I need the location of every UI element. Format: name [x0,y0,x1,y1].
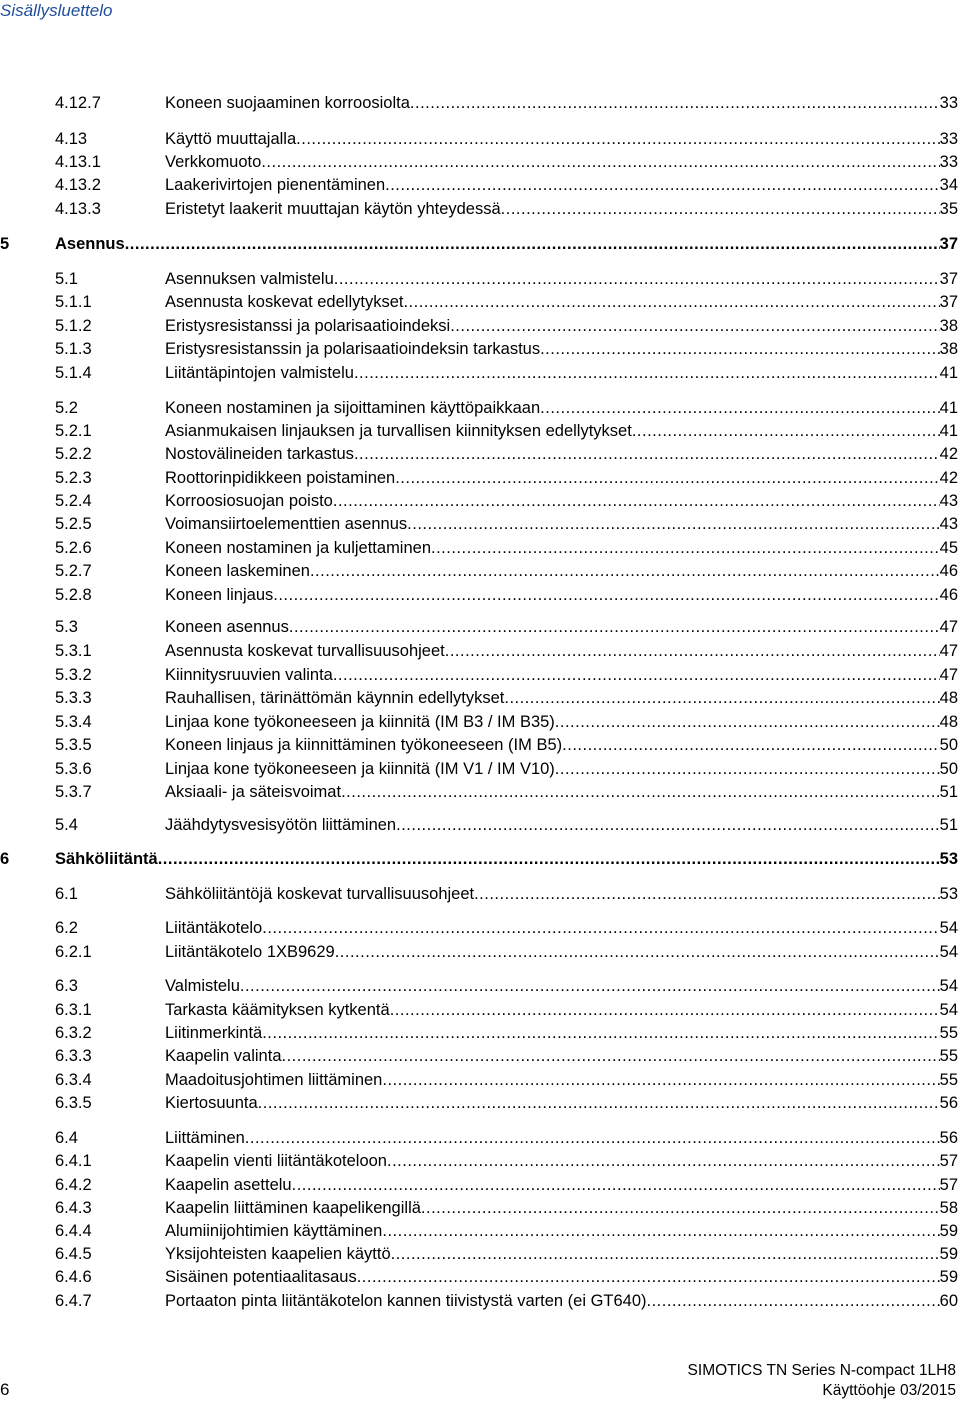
toc-entry-page: 33 [939,153,958,171]
toc-entry[interactable] [0,1045,958,1067]
toc-entry-number: 5.4 [55,816,78,834]
toc-dot-leader [245,1127,940,1149]
toc-entry-number: 5.2.3 [55,469,92,487]
toc-entry-title: Yksijohteisten kaapelien käyttö [165,1245,391,1263]
toc-entry[interactable] [0,490,958,512]
toc-entry[interactable] [0,734,958,756]
toc-entry-body [165,537,958,559]
toc-entry-title: Kaapelin vienti liitäntäkoteloon [165,1152,387,1170]
toc-entry-number: 6.4.6 [55,1268,92,1286]
toc-entry-title: Asennus [55,235,125,253]
toc-entry-number: 6.1 [55,885,78,903]
toc-dot-leader [540,338,940,360]
toc-entry-number: 5.3.5 [55,736,92,754]
toc-entry-number: 5.2.6 [55,539,92,557]
toc-entry-number: 6.3.3 [55,1047,92,1065]
toc-entry-title: Linjaa kone työkoneeseen ja kiinnitä (IM V1 / IM V10) [165,760,555,778]
toc-entry-title: Liitinmerkintä [165,1024,263,1042]
toc-entry-body [165,128,958,150]
toc-entry[interactable] [0,174,958,196]
toc-entry-page: 50 [939,736,958,754]
toc-entry-number: 4.13.3 [55,200,101,218]
toc-entry-title: Aksiaali- ja säteisvoimat [165,783,342,801]
toc-dot-leader [395,467,939,489]
toc-entry[interactable] [0,315,958,337]
toc-entry-title: Korroosiosuojan poisto [165,492,333,510]
toc-dot-leader [261,151,939,173]
toc-entry[interactable] [0,883,958,905]
toc-entry-number: 5.1 [55,270,78,288]
toc-entry-body [165,687,958,709]
toc-entry-page: 56 [939,1129,958,1147]
toc-entry-page: 43 [939,515,958,533]
toc-entry-page: 55 [939,1024,958,1042]
toc-entry[interactable] [0,584,958,606]
toc-entry-title: Alumiinijohtimien käyttäminen [165,1222,383,1240]
toc-entry-page: 59 [939,1268,958,1286]
toc-entry[interactable] [0,781,958,803]
toc-entry-number: 5.1.2 [55,317,92,335]
toc-entry[interactable] [0,513,958,535]
toc-entry-title: Voimansiirtoelementtien asennus [165,515,408,533]
toc-dot-leader [382,1220,939,1242]
toc-entry-title: Sisäinen potentiaalitasaus [165,1268,357,1286]
toc-entry-body [165,362,958,384]
toc-entry-title: Maadoitusjohtimen liittäminen [165,1071,383,1089]
toc-entry-page: 41 [939,399,958,417]
toc-dot-leader [354,443,940,465]
toc-entry-page: 51 [939,783,958,801]
toc-entry[interactable] [0,814,958,836]
toc-entry-number: 6.3.2 [55,1024,92,1042]
toc-entry-body [165,758,958,780]
toc-entry-body [165,560,958,582]
toc-entry-number: 5.3.2 [55,666,92,684]
toc-entry-body [165,92,958,114]
toc-dot-leader [334,268,940,290]
toc-dot-leader [445,640,940,662]
toc-entry-page: 42 [939,469,958,487]
toc-entry[interactable] [0,687,958,709]
toc-entry-body [165,711,958,733]
toc-entry-body [165,781,958,803]
toc-entry-page: 45 [939,539,958,557]
toc-entry-page: 47 [939,666,958,684]
toc-dot-leader [258,1092,940,1114]
toc-dot-leader [333,490,940,512]
toc-dot-leader [357,1266,940,1288]
toc-dot-leader [390,999,940,1021]
toc-entry[interactable] [0,917,958,939]
toc-entry-body [165,443,958,465]
toc-entry-number: 6.4.1 [55,1152,92,1170]
toc-entry-title: Portaaton pinta liitäntäkotelon kannen tiivistystä varten (ei GT640) [165,1292,647,1310]
toc-dot-leader [396,814,940,836]
toc-dot-leader [240,975,940,997]
toc-entry[interactable] [0,848,958,870]
toc-entry-page: 43 [939,492,958,510]
toc-entry-page: 38 [939,317,958,335]
toc-entry[interactable] [0,1243,958,1265]
toc-entry-number: 5.2.2 [55,445,92,463]
toc-entry-body [165,1127,958,1149]
toc-entry-title: Liittäminen [165,1129,245,1147]
toc-entry-page: 58 [939,1199,958,1217]
footer-doc: Käyttöohje 03/2015 [822,1382,956,1399]
toc-entry-page: 54 [939,977,958,995]
toc-entry-page: 37 [939,270,958,288]
toc-entry-title: Koneen nostaminen ja kuljettaminen [165,539,432,557]
toc-entry-title: Eristysresistanssi ja polarisaatioindeksi [165,317,451,335]
toc-entry[interactable] [0,1150,958,1172]
toc-entry-body [165,1220,958,1242]
toc-entry-number: 5.1.1 [55,293,92,311]
toc-entry-body [165,1022,958,1044]
toc-entry-body [165,883,958,905]
toc-entry-title: Sähköliitäntä [55,850,158,868]
toc-entry-title: Verkkomuoto [165,153,262,171]
toc-entry-title: Liitäntäkotelo [165,919,263,937]
toc-entry-page: 57 [939,1152,958,1170]
toc-entry-title: Kaapelin asettelu [165,1176,292,1194]
toc-dot-leader [289,616,940,638]
toc-entry[interactable] [0,664,958,686]
toc-entry-page: 53 [939,885,958,903]
toc-entry-number: 5.2.8 [55,586,92,604]
toc-entry-page: 41 [939,364,958,382]
toc-entry-title: Eristysresistanssin ja polarisaatioindeksin tarkastus [165,340,541,358]
toc-entry-body [165,616,958,638]
toc-entry-page: 54 [939,1001,958,1019]
toc-dot-leader [335,941,940,963]
toc-entry-number: 5.3.7 [55,783,92,801]
toc-entry[interactable] [0,1174,958,1196]
toc-dot-leader [632,420,940,442]
toc-entry-title: Kiinnitysruuvien valinta [165,666,333,684]
toc-entry[interactable] [0,198,958,220]
toc-entry-title: Jäähdytysvesisyötön liittäminen [165,816,397,834]
toc-entry-body [165,291,958,313]
toc-dot-leader [282,1045,940,1067]
toc-entry[interactable] [0,941,958,963]
toc-entry-title: Koneen laskeminen [165,562,310,580]
toc-entry-title: Kaapelin liittäminen kaapelikengillä [165,1199,421,1217]
toc-entry-number: 6.4.3 [55,1199,92,1217]
toc-entry-number: 5.3.6 [55,760,92,778]
toc-entry-body [165,664,958,686]
toc-entry-page: 48 [939,689,958,707]
toc-entry-body [165,1197,958,1219]
toc-entry-page: 50 [939,760,958,778]
toc-entry-title: Nostovälineiden tarkastus [165,445,354,463]
toc-entry-number: 6.3.1 [55,1001,92,1019]
toc-entry[interactable] [0,616,958,638]
toc-dot-leader [158,848,940,870]
toc-dot-leader [292,1174,940,1196]
toc-entry[interactable] [0,758,958,780]
toc-entry-number: 5.3 [55,618,78,636]
toc-entry-body [165,268,958,290]
toc-entry-body [165,151,958,173]
toc-entry[interactable] [0,92,958,114]
toc-entry-number: 4.13.1 [55,153,101,171]
toc-entry-page: 54 [939,943,958,961]
toc-entry-title: Laakerivirtojen pienentäminen [165,176,386,194]
toc-entry-number: 5.3.1 [55,642,92,660]
toc-dot-leader [382,1069,939,1091]
toc-entry[interactable] [0,291,958,313]
toc-entry-number: 4.13.2 [55,176,101,194]
toc-dot-leader [391,1243,940,1265]
toc-entry[interactable] [0,999,958,1021]
toc-dot-leader [504,687,939,709]
toc-entry-body [165,1243,958,1265]
toc-entry-number: 6.2 [55,919,78,937]
toc-entry-title: Liitäntäpintojen valmistelu [165,364,354,382]
toc-entry-page: 38 [939,340,958,358]
toc-dot-leader [262,917,939,939]
toc-entry-body [165,420,958,442]
toc-entry-body [165,490,958,512]
toc-entry-number: 4.13 [55,130,88,148]
toc-dot-leader [540,397,939,419]
toc-entry-title: Roottorinpidikkeen poistaminen [165,469,396,487]
toc-dot-leader [310,560,940,582]
toc-dot-leader [333,664,940,686]
toc-entry-body [165,1290,958,1312]
toc-entry[interactable] [0,420,958,442]
toc-entry[interactable] [0,1022,958,1044]
toc-entry[interactable] [0,975,958,997]
toc-entry-body [165,513,958,535]
toc-entry-page: 34 [939,176,958,194]
toc-entry-page: 56 [939,1094,958,1112]
toc-entry-body [165,1045,958,1067]
toc-entry-number: 6 [0,850,10,868]
toc-entry[interactable] [0,1069,958,1091]
toc-dot-leader [387,1150,940,1172]
toc-entry-page: 51 [939,816,958,834]
toc-dot-leader [410,92,940,114]
toc-dot-leader [450,315,939,337]
toc-entry-title: Rauhallisen, tärinättömän käynnin edellytykset [165,689,505,707]
toc-entry-page: 54 [939,919,958,937]
toc-entry[interactable] [0,1197,958,1219]
toc-dot-leader [474,883,940,905]
toc-dot-leader [403,291,939,313]
toc-dot-leader [647,1290,940,1312]
toc-entry-number: 5.2.5 [55,515,92,533]
toc-entry-page: 59 [939,1245,958,1263]
toc-entry-page: 55 [939,1047,958,1065]
toc-entry[interactable] [0,1092,958,1114]
toc-dot-leader [385,174,940,196]
toc-dot-leader [555,711,940,733]
toc-dot-leader [562,734,939,756]
toc-entry-number: 5.2.4 [55,492,92,510]
toc-entry-page: 33 [939,94,958,112]
toc-entry[interactable] [0,443,958,465]
toc-entry-body [165,338,958,360]
toc-dot-leader [421,1197,940,1219]
toc-entry-body [165,1174,958,1196]
toc-entry-page: 41 [939,422,958,440]
toc-entry-title: Asianmukaisen linjauksen ja turvallisen kiinnityksen edellytykset [165,422,632,440]
toc-entry-body [165,734,958,756]
toc-entry-page: 48 [939,713,958,731]
toc-entry-number: 6.4 [55,1129,78,1147]
toc-entry-body [165,467,958,489]
toc-entry-body [165,1150,958,1172]
toc-entry-page: 37 [939,235,958,253]
toc-dot-leader [555,758,940,780]
toc-entry-body [165,1069,958,1091]
toc-entry-number: 5.3.4 [55,713,92,731]
toc-entry-title: Koneen linjaus ja kiinnittäminen työkoneeseen (IM B5) [165,736,563,754]
toc-entry-title: Asennusta koskevat edellytykset [165,293,404,311]
toc-entry[interactable] [0,128,958,150]
toc-entry-body [165,1266,958,1288]
toc-entry-body [165,1092,958,1114]
toc-entry[interactable] [0,640,958,662]
footer-page-number: 6 [0,1380,10,1399]
toc-entry-body [165,999,958,1021]
toc-entry-body [55,848,958,870]
toc-dot-leader [125,233,940,255]
toc-entry-body [165,584,958,606]
toc-dot-leader [354,362,940,384]
toc-entry-title: Kaapelin valinta [165,1047,282,1065]
page-header-title: Sisällysluettelo [0,1,113,20]
toc-entry-body [165,640,958,662]
toc-entry-page: 47 [939,642,958,660]
toc-entry-title: Koneen nostaminen ja sijoittaminen käyttöpaikkaan [165,399,541,417]
toc-entry-body [165,975,958,997]
toc-entry-page: 59 [939,1222,958,1240]
toc-entry-number: 5 [0,235,10,253]
toc-entry-number: 5.2.1 [55,422,92,440]
toc-entry-number: 6.4.4 [55,1222,92,1240]
toc-entry[interactable] [0,338,958,360]
toc-entry-page: 46 [939,562,958,580]
toc-entry-title: Asennuksen valmistelu [165,270,334,288]
toc-entry[interactable] [0,1266,958,1288]
toc-entry[interactable] [0,233,958,255]
toc-entry[interactable] [0,151,958,173]
toc-dot-leader [341,781,940,803]
toc-entry[interactable] [0,397,958,419]
toc-entry-number: 6.3 [55,977,78,995]
toc-entry[interactable] [0,711,958,733]
toc-dot-leader [273,584,939,606]
toc-entry-page: 46 [939,586,958,604]
toc-dot-leader [262,1022,939,1044]
toc-entry-page: 35 [939,200,958,218]
toc-entry-body [55,233,958,255]
toc-entry-title: Asennusta koskevat turvallisuusohjeet [165,642,445,660]
toc-entry-title: Eristetyt laakerit muuttajan käytön yhteydessä [165,200,501,218]
toc-dot-leader [501,198,940,220]
toc-entry-page: 37 [939,293,958,311]
toc-entry-page: 60 [939,1292,958,1310]
toc-entry-number: 6.3.5 [55,1094,92,1112]
toc-entry-title: Koneen suojaaminen korroosiolta [165,94,410,112]
toc-entry-number: 5.2.7 [55,562,92,580]
toc-entry[interactable] [0,537,958,559]
toc-entry-page: 57 [939,1176,958,1194]
toc-entry-body [165,814,958,836]
toc-entry-title: Koneen linjaus [165,586,274,604]
toc-entry-body [165,397,958,419]
toc-entry-title: Valmistelu [165,977,240,995]
toc-entry-body [165,917,958,939]
toc-entry[interactable] [0,467,958,489]
toc-entry-body [165,941,958,963]
footer-document-info [688,1361,956,1401]
toc-entry-body [165,174,958,196]
toc-dot-leader [296,128,939,150]
toc-entry-number: 6.4.2 [55,1176,92,1194]
toc-entry-number: 6.4.5 [55,1245,92,1263]
toc-entry[interactable] [0,1127,958,1149]
toc-entry-title: Kiertosuunta [165,1094,258,1112]
toc-entry-number: 6.4.7 [55,1292,92,1310]
toc-entry-title: Linjaa kone työkoneeseen ja kiinnitä (IM B3 / IM B35) [165,713,555,731]
toc-dot-leader [407,513,939,535]
toc-entry-title: Tarkasta käämityksen kytkentä [165,1001,390,1019]
toc-entry[interactable] [0,560,958,582]
toc-entry-title: Käyttö muuttajalla [165,130,297,148]
toc-entry[interactable] [0,268,958,290]
toc-entry-number: 5.1.4 [55,364,92,382]
toc-entry-page: 33 [939,130,958,148]
toc-entry-title: Liitäntäkotelo 1XB9629 [165,943,335,961]
toc-entry-number: 6.2.1 [55,943,92,961]
toc-entry-number: 6.3.4 [55,1071,92,1089]
toc-entry-title: Sähköliitäntöjä koskevat turvallisuusohjeet [165,885,475,903]
toc-entry-page: 47 [939,618,958,636]
toc-entry[interactable] [0,362,958,384]
toc-entry-page: 55 [939,1071,958,1089]
footer-product: SIMOTICS TN Series N-compact 1LH8 [687,1362,956,1379]
toc-entry-number: 5.1.3 [55,340,92,358]
toc-entry-number: 5.3.3 [55,689,92,707]
toc-entry[interactable] [0,1220,958,1242]
toc-entry[interactable] [0,1290,958,1312]
toc-entry-title: Koneen asennus [165,618,289,636]
toc-entry-body [165,198,958,220]
toc-entry-number: 4.12.7 [55,94,101,112]
toc-entry-page: 53 [939,850,958,868]
toc-entry-page: 42 [939,445,958,463]
toc-dot-leader [431,537,940,559]
toc-entry-number: 5.2 [55,399,78,417]
toc-entry-body [165,315,958,337]
